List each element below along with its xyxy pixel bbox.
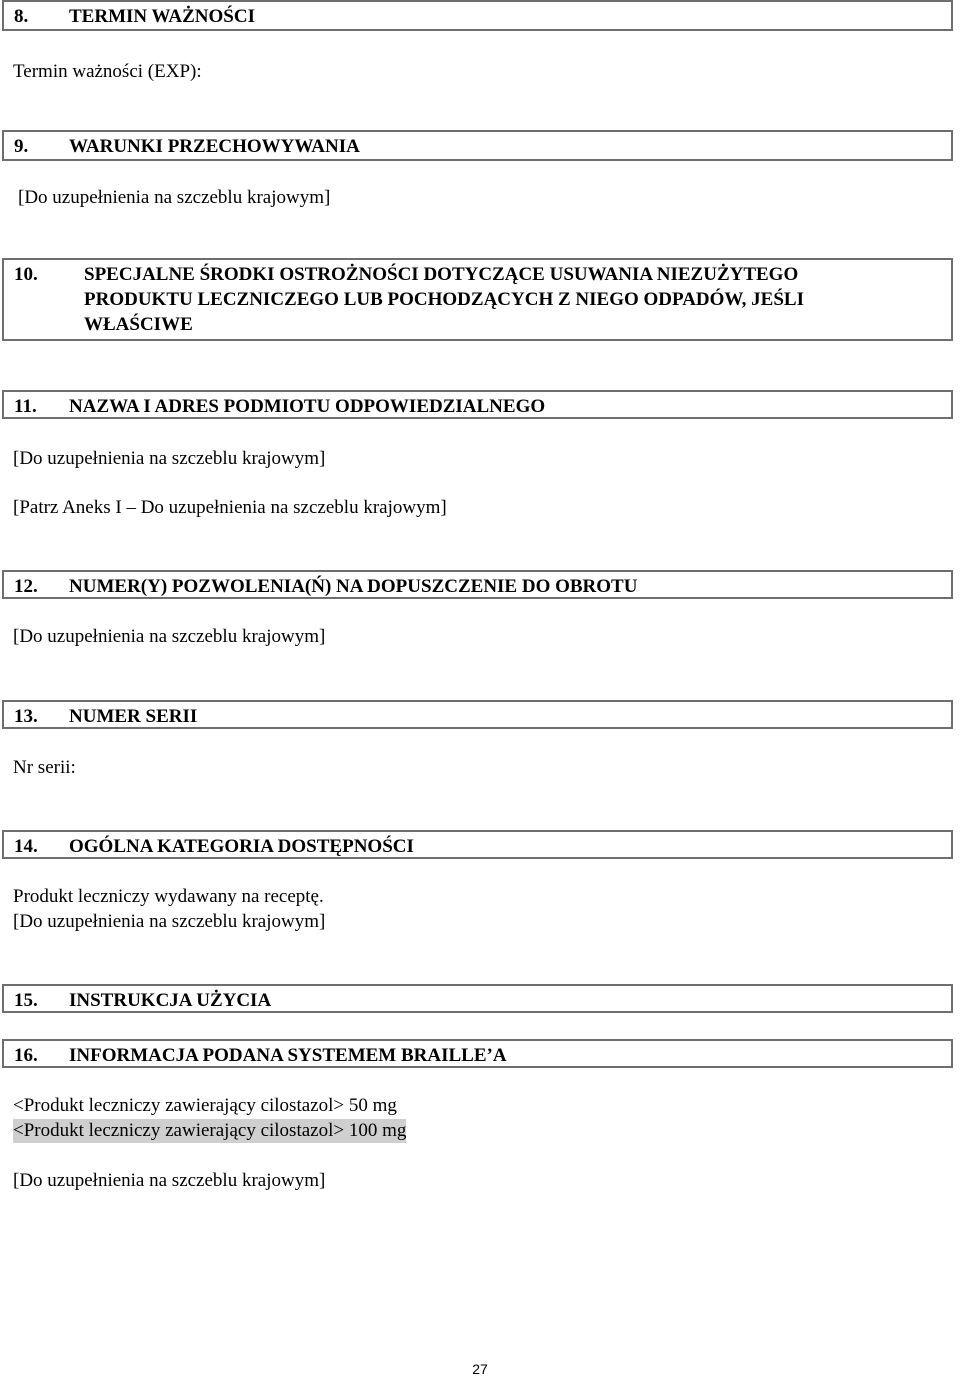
- page-number: 27: [472, 1361, 488, 1377]
- section-number: 9.: [14, 136, 29, 157]
- section-13-text: Nr serii:: [13, 757, 76, 778]
- section-16-text: [Do uzupełnienia na szczeblu krajowym]: [13, 1170, 326, 1191]
- section-11-text: [Do uzupełnienia na szczeblu krajowym]: [13, 448, 326, 469]
- section-14-header: [2, 830, 953, 859]
- section-title: NUMER SERII: [69, 706, 198, 727]
- section-13-header: [2, 700, 953, 729]
- section-12-header: [2, 570, 953, 599]
- section-number: 15.: [14, 990, 38, 1011]
- section-10-header: [2, 258, 953, 341]
- section-9-header: [2, 130, 953, 161]
- section-8-text: Termin ważności (EXP):: [13, 61, 202, 82]
- section-14-text: Produkt leczniczy wydawany na receptę.: [13, 886, 324, 907]
- section-title: OGÓLNA KATEGORIA DOSTĘPNOŚCI: [69, 836, 414, 857]
- section-number: 8.: [14, 6, 29, 27]
- section-title: INFORMACJA PODANA SYSTEMEM BRAILLE’A: [69, 1045, 507, 1066]
- section-12-text: [Do uzupełnienia na szczeblu krajowym]: [13, 626, 326, 647]
- section-15-header: [2, 984, 953, 1013]
- section-title: INSTRUKCJA UŻYCIA: [69, 990, 272, 1011]
- section-number: 13.: [14, 706, 38, 727]
- section-title: TERMIN WAŻNOŚCI: [69, 6, 255, 27]
- section-number: 16.: [14, 1045, 38, 1066]
- section-14-text: [Do uzupełnienia na szczeblu krajowym]: [13, 911, 326, 932]
- section-11-header: [2, 390, 953, 419]
- section-title: NUMER(Y) POZWOLENIA(Ń) NA DOPUSZCZENIE DO OBROTU: [69, 576, 638, 597]
- section-number: 14.: [14, 836, 38, 857]
- section-title: SPECJALNE ŚRODKI OSTROŻNOŚCI DOTYCZĄCE USUWANIA NIEZUŻYTEGO PRODUKTU LECZNICZEGO LUB POCHODZĄCYCH Z NIEGO ODPADÓW, JEŚLI WŁAŚCIWE: [84, 264, 804, 335]
- section-title: WARUNKI PRZECHOWYWANIA: [69, 136, 360, 157]
- section-16-text-highlighted: <Produkt leczniczy zawierający cilostazol> 100 mg: [13, 1120, 407, 1141]
- section-16-header: [2, 1039, 953, 1068]
- section-title: NAZWA I ADRES PODMIOTU ODPOWIEDZIALNEGO: [69, 396, 546, 417]
- section-8-header: [2, 0, 953, 31]
- section-number: 11.: [14, 396, 37, 417]
- section-11-text: [Patrz Aneks I – Do uzupełnienia na szczeblu krajowym]: [13, 497, 447, 518]
- section-number: 10.: [14, 264, 38, 285]
- section-9-text: [Do uzupełnienia na szczeblu krajowym]: [18, 187, 331, 208]
- section-number: 12.: [14, 576, 38, 597]
- section-16-text: <Produkt leczniczy zawierający cilostazol> 50 mg: [13, 1095, 397, 1116]
